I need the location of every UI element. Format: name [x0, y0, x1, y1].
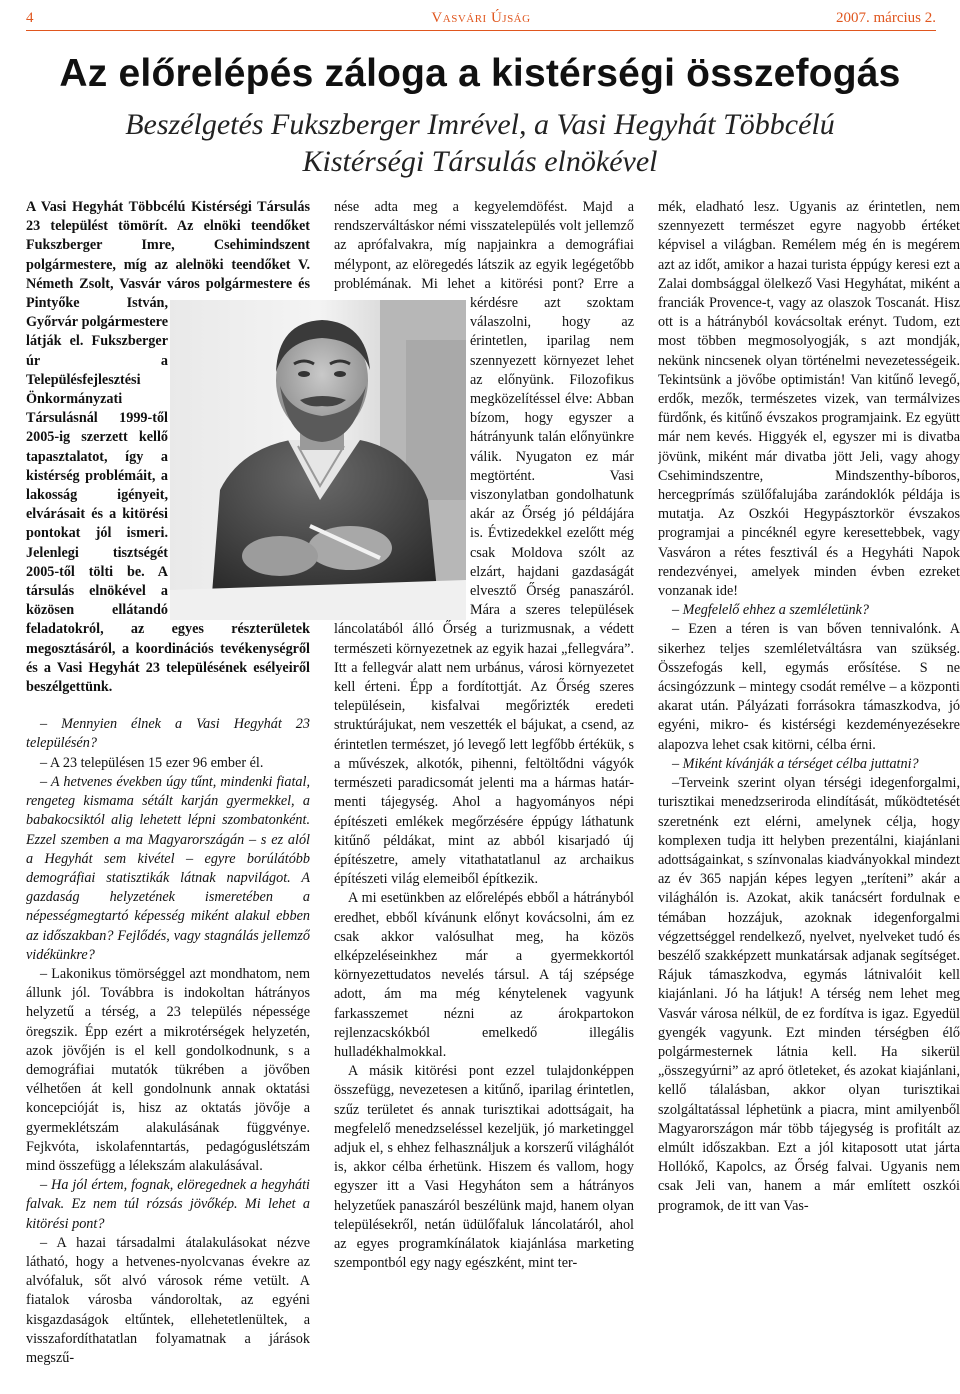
- column-3: [658, 198, 960, 1388]
- interview-answer: – Ezen a téren is van bőven tennivalónk. A sikerhez teljes szemléletváltásra van szükség. Összefogás kell, egymás erősítése. S ne ácsingózzunk – mintegy csodát remélve – a központi akarat után. Pályázati forrásokra támaszkodva, jó egyéni, mikro- és kistérségi kezdeményezésekre alapozva lehet csak kitörni, célba érni.: [658, 621, 960, 753]
- column-1-body: [26, 715, 310, 1368]
- interview-answer: A mi esetünkben az előrelépés ebből a hátrányból eredhet, ebből kívánunk előnyt kovácsolni, ám ez csak akkor valósulhat meg, ha közös elképzeléseinkhez már a gyermekkortól környezettudatos nevelés társul. A táj szépsége adott, ám ma még kénytelenek vagyunk farkasszemet nézni az árokpartokon rejlenzacskókból emelkedő illegális hulladékhalmokkal.: [334, 890, 634, 1060]
- interview-answer: nése adta meg a kegyelemdöfést. Majd a rendszerváltáskor némi visszatelepülés volt jellemző az aprófalvakra, míg napjainkra a demográfiai mélypont, az elöregedés látszik az egyik legégetőbb problémának. Mi lehet a kitörési pont? Erre a kérdésre azt szoktam válaszolni, hogy az érintetlen, iparilag nem szennyezett környezet lehet az előnyünk. Filozofikus megközelítéssel élve: Abban bízom, hogy egyszer a hátrányunk talán előnyünkre válik. Nyugaton ez már megtörtént. Vasi viszonylatban gondolhatunk akár az Őrség jó példájára is. Évtizedekkel ezelőtt még csak Moldova szólt az elzárt, hajdani gazdaságát elvesztő Őrség panaszáról. Mára a szeres települések láncolatából álló Őrség a turizmusnak, a védett természeti környezetnek az egyik hazai „fellegvára”. Itt a fellegvár alatt nem urbánus, városi környezetet kell érteni. Épp a fordítottját. Az Őrség szeres településein, kisfalvai megőrizték eredeti struktúrájukat, nem veszették el bájukat, a csend, az érintetlen természet, jó levegő lett legfőbb értékük, s a művészek, alkotók, pihenni, feltöltődni vágyók természeti paradicsomát jelenti ma a hármas határ-menti tájegység. Ahol a hagyományos népi építészeti emlékek megőrzésére éppúgy láthatunk kitűnő példákat, mint az abból kisarjadó új építészetre, amely vitathatatlanul az archaikus építészeti világ elemeiből építkezik.: [334, 199, 634, 888]
- column-2-body: [334, 198, 634, 1273]
- interview-question: – Megfelelő ehhez a szemléletünk?: [672, 602, 869, 619]
- interview-question: – A hetvenes években úgy tűnt, mindenki fiatal, rengeteg kismama sétált karján gyermekkel, a babakocsiktól alig lehetett lépni szombatonként. Ezzel szemben a ma Magyarországán – s ez alól a Hegyhát sem kivétel – egyre borúlátóbb demográfiai statisztikák látnak napvilágot. A gazdaság helyzetének ismeretében a népességmegtartó képesség miként alakul ebben az időszakban? Fejlődés, vagy stagnálás jellemző vidékünkre?: [26, 773, 310, 963]
- column-3-body: [658, 198, 960, 1216]
- issue-date: 2007. március 2.: [836, 10, 936, 26]
- article-lead: A Vasi Hegyhát Többcélú Kistérségi Társulás 23 települést tömörít. Az elnöki teendőket Fukszberger Imre, Csehimindszent polgármestere, míg az alelnöki teendőket V. Németh Zsolt, Vasvár város polgármestere és Pintyőke István, Győrvár polgármestere látják el. Fukszberger úr a Településfejlesztési Önkormányzati Társulásnál 1999-től 2005-ig szerzett kellő tapasztalatot, így a kistérség problémáit, a lakosság igényeit, elvárásait és a kitörési pontokat jól ismeri. Jelenlegi tisztségét 2005-től tölti be. A társulás elnökével a közösen ellátandó feladatokról, az egyes részterületek megosztásáról, a koordinációs tevékenységről és a Vasi Hegyhát 23 településének esélyeiről beszélgettünk.: [26, 199, 310, 696]
- subtitle-line-1: Beszélgetés Fukszberger Imrével, a Vasi Hegyhát Többcélú: [125, 108, 835, 141]
- subtitle-line-2: Kistérségi Társulás elnökével: [302, 145, 658, 178]
- interview-question: – Miként kívánják a térséget célba juttatni?: [672, 755, 919, 772]
- header-rule: [26, 30, 936, 31]
- interview-answer: mék, eladható lesz. Ugyanis az érintetlen, nem szennyezett természet egyre nagyobb értéket képvisel a világban. Remélem még én is megérem azt az időt, amikor a hazai turista éppúgy keresi ezt a Zalai dombsággal ölelkező Vasi Hegyhátat, miként a franciák Provence-t, vagy az olaszok Toscanát. Hisz ott is a hátrányból kovácsoltak erényt. Tudom, ezt most többen megmosolyogják, s azt mondják, nekünk nincsenek olyan történelmi nevezetességeik. Tekintsünk a jövőbe optimistán! Van kitűnő levegő, erdők, mezők, természetes vizek, van termálvizes fürdőnk, és kitűnő évszakos programjaink. Ez együtt már nem kevés. Higgyék el, egyszer mi is divatba jövünk, miként már divatba jött Jeli, vagy ahogy Csehimindszentre, Mindszenthy-bíboros, hercegprímás szülőfalujába zarándoklók példája is mutatja. Az Oszkói Hegypásztorkör évszakos programjai a pincéknél egyre keresettebbek, vagy Vasváron a rétes fesztivál és a Hegyháti Napok rendezvényei, amelyek minden évben ezreket vonzanak ide!: [658, 199, 960, 600]
- column-1: [26, 198, 310, 1388]
- article-subtitle: [40, 106, 920, 180]
- publication-name: Vasvári Újság: [431, 10, 531, 26]
- column-2: [334, 198, 634, 1388]
- article-title: Az előrelépés záloga a kistérségi összefogás: [59, 52, 901, 95]
- page-number: 4: [26, 10, 34, 26]
- interview-answer: – A hazai társadalmi átalakulásokat nézve látható, hogy a hetvenes-nyolcvanas évekre az alvófaluk, sőt alvó városok réme vetült. A fiatalok városba vándoroltak, az egyéni kisgazdaságok eltűntek, ellehetetlenültek, a visszafordíthatatlan folyamatnak a járások megszű-: [26, 1234, 310, 1366]
- interview-answer: – A 23 településen 15 ezer 96 ember él.: [40, 754, 264, 771]
- photo-wrap-spacer: [334, 300, 470, 618]
- interview-question: – Ha jól értem, fognak, elöregednek a hegyháti falvak. Ez nem túl rózsás jövőkép. Mi lehet a kitörési pont?: [26, 1177, 310, 1232]
- interview-answer: – Lakonikus tömörséggel azt mondhatom, nem állunk jól. Továbbra is indokoltan hátrányos helyzetű a térség, a 23 település népessége öregszik. Épp ezért a mikrotérségek helyzetén, azok jövőjén is el kell gondolkodnunk, s a demográfiai mutatók tükrében a jövőben vélhetően át kell gondolnunk annak oktatási koncepcióját is, hisz az oktatás jövője a gyermeklétszám alakulásának függvénye. Fejkvóta, iskolafenntartás, pedagóguslétszám mind összefügg a lélekszám alakulásával.: [26, 965, 310, 1174]
- page-header: [26, 6, 936, 28]
- interview-answer: –Terveink szerint olyan térségi idegenforgalmi, turisztikai menedzseriroda elindítását, működtetését szeretnénk ezt elérni, amelynek célja, hogy komplexen tudja itt helyben prezentálni, kiajánlani adottságainkat, s színvonalas kiadványokkal mindezt az év 365 napján képes legyen „teríteni” akár a világhálón is. Azokat, akik tanácsért fordulnak e témában hozzájuk, azoknak idegenforgalmi végzettséggel rendelkező, nyelvet, nyelveket tudó és beszélő szakképzett munkatársak adjanak segítséget. Rájuk támaszkodva, egymás látnivalóit kell kiajánlani. Jó ha látjuk! A térség nem lehet meg Vasvár városa nélkül, de ez fordítva is igaz. Egyedül gyengék vagyunk. Ezt minden térségben élő polgármesternek látnia kell. Ha sikerül „összegyúrni” az apró ötleteket, és azokat kiajánlani, kellő tálalásban, akkor olyan turisztikai szolgáltatással léphetünk a piacra, mint amilyenből Magyarországon már több tájegység is profitált az elmúlt időszakban. Ezt a jól kitaposott utat járta Hollókő, Kapolcs, az Őrség falvai. Ugyanis nem csak Jeli van, hanem a már említett oszkói programok, de itt van Vas-: [658, 775, 960, 1214]
- interview-answer: A másik kitörési pont ezzel tulajdonképpen összefügg, nevezetesen a kitűnő, iparilag érintetlen, szűz területet és annak turisztikai adottságait, ha megfelelő menedzseléssel kezeljük, jó marketinggel adjuk el, s ehhez felhasználjuk a korszerű világhálót is, akkor célba érhetünk. Hiszem és vallom, hogy egyszer itt a Vasi Hegyháton sem a hátrányos helyzetűek panaszáról beszélünk majd, hanem olyan településekről, netán üdülőfaluk láncolatáról, ahol az egyes programkínálatok kiajánlása marketing szempontból egy nagy egészként, mint ter-: [334, 1063, 634, 1272]
- photo-wrap-spacer: [168, 300, 310, 606]
- interview-question: – Mennyien élnek a Vasi Hegyhát 23 településén?: [26, 716, 310, 752]
